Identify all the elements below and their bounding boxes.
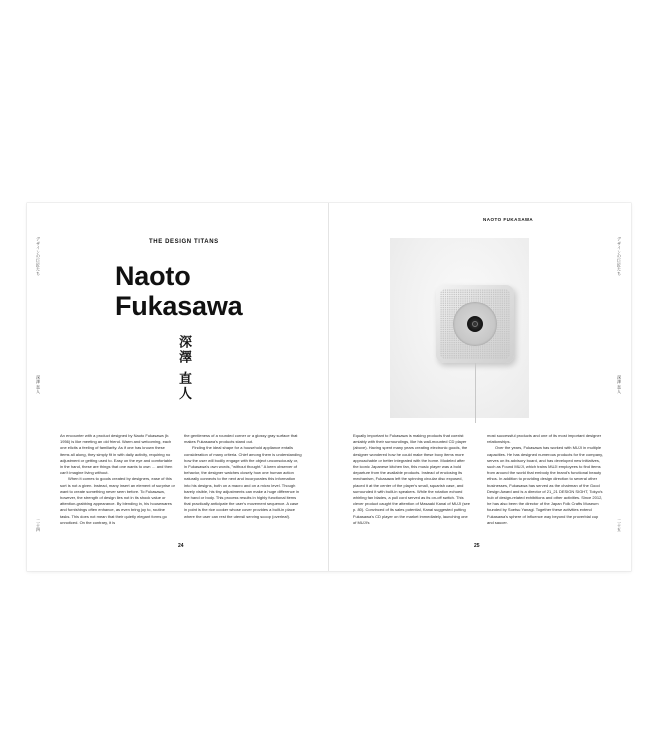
left-side-caption-top: デザインの巨匠たち [36,237,41,276]
right-column-1 [353,433,471,526]
paragraph: Finding the ideal shape for a household appliance entails consideration of many criteria. Chief among them is understanding how the user will bodily engage with the object unconsciously or, in Fukasawa's own words, "without thought." A keen observer of behavior, the designer watches closely how one human action naturally connects to the next and incorporates this information into his designs, both on a macro and on a micro level. Though barely visible, his tiny adjustments can make a huge difference in the hand or body. This process results in highly functional items that practically anticipate the user's movement sequence. A case in point is the rice cooker whose cover provides a built-in place where the user can rest the utensil serving scoop (overleaf). [184,445,302,519]
right-side-caption-top: デザインの巨匠たち [617,237,622,276]
right-side-caption-mid: 深澤 直人 [617,375,622,394]
left-column-2 [184,433,302,520]
section-kicker: THE DESIGN TITANS [149,239,219,245]
left-side-caption-bottom: 二十四 [36,519,41,532]
paragraph: When it comes to goods created by designers, ease of this sort is not a given. Instead, many insert an element of surprise or want to create something never seen before. To Fukasawa, however, the strength of design lies not in its shock value or attention-grabbing appearance. By blending in, his housewares and furnishings often enhance, as even bring joy to, routine tasks. This does not mean that their quietly elegant forms go unnoticed. On the contrary, it is [60,476,175,525]
running-head: NAOTO FUKASAWA [483,217,534,222]
kanji-name: 深澤 直人 [176,335,191,402]
left-page [27,203,329,571]
right-column-2 [487,433,605,526]
book-spread [27,203,631,571]
pull-cord [475,363,476,423]
page-number-left: 24 [178,543,184,549]
title-line-2: Fukasawa [115,291,243,321]
article-title [115,261,242,321]
right-side-caption-bottom: 二十五 [617,519,622,532]
paragraph: most successful products and one of its most important designer relationships. [487,433,602,445]
title-line-1: Naoto [115,261,191,291]
paragraph: Over the years, Fukasawa has worked with MUJI in multiple capacities. He has designed numerous products for the company, serves on its advisory board, and has developed new initiatives, such as Found MUJI, which trains MUJI employees to find items from around the world that embody the brand's functional beauty ethos. In addition to providing design direction to several other businesses, Fukasawa has served as the chairman of the Good Design Award and is a director of 21_21 DESIGN SIGHT, Tokyo's hub of design-related exhibitions and other activities. Since 2012, he has also been the director of the Japan Folk Crafts Museum founded by Soetsu Yanagi. Together these activities extend Fukasawa's sphere of influence way beyond the proverbial cup and saucer. [487,445,603,525]
cd-player-photo [390,238,529,418]
page-number-right: 25 [474,543,480,549]
cd-player-body [436,285,514,363]
cd-hub-ring [472,321,478,327]
paragraph: An encounter with a product designed by Naoto Fukasawa (b. 1956) is like meeting an old friend. Warm and welcoming, each one elicits a feeling of familiarity. As if one has known these items all along, they simply fit in with daily activity, requiring no adjustment or getting used to. Easy on the eye and comfortable in the hand, these are things that one wants to own … and then can't imagine living without. [60,433,173,476]
left-column-1 [60,433,175,526]
paragraph: Equally important to Fukasawa is making products that coexist amiably with their surroundings, like his wall-mounted CD player (above). Having spent many years creating electronic goods, the designer wondered how he could make these boxy items more approachable or better integrated with the home. Modeled after the iconic Japanese kitchen fan, this music player was a bold departure from the available products. Instead of enclosing its mechanism, Fukasawa left the spinning circular disc exposed, placed it at the center of the player's small, squarish case, and surrounded it with built-in speakers. While the rotation echoed whirling fan blades, a pull cord served as its on-off switch. This clever product caught the attention of Masaaki Kanai of MUJI (see p. 80). Convinced of its sales potential, Kanai suggested putting Fukasawa's CD player on the market immediately, launching one of MUJI's [353,433,470,525]
paragraph: the gentleness of a rounded corner or a glossy gray surface that makes Fukasawa's products stand out. [184,433,298,445]
left-side-caption-mid: 深澤 直人 [36,375,41,394]
